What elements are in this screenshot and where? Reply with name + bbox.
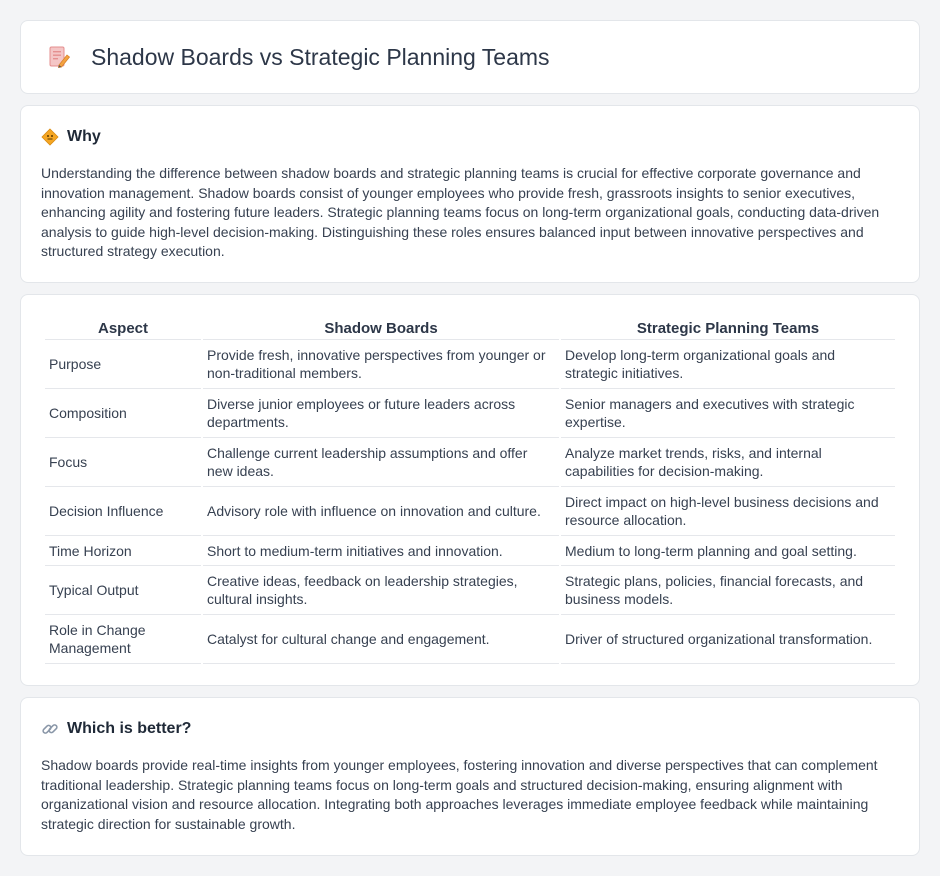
which-text: Shadow boards provide real-time insights from younger employees, fostering innovation and diverse perspectives that can complement traditional leadership. Strategic planning teams focus on long-term goals and structured decision-making, ensuring alignment with organizational vision and resource allocation. Integrating both approaches leverages immediate employee feedback while maintaining strategic direction for sustainable growth. [41, 757, 878, 832]
table-header-row [45, 317, 895, 340]
which-section [20, 697, 920, 856]
cell-aspect: Decision Influence [45, 487, 201, 536]
cell-aspect: Composition [45, 389, 201, 438]
cell-aspect: Time Horizon [45, 536, 201, 566]
why-title: Why [67, 128, 101, 145]
table-row [45, 615, 895, 664]
cell-strategic: Senior managers and executives with strategic expertise. [561, 389, 895, 438]
header-aspect: Aspect [45, 317, 201, 340]
cell-shadow: Provide fresh, innovative perspectives from younger or non-traditional members. [203, 340, 559, 389]
cell-shadow: Catalyst for cultural change and engagement. [203, 615, 559, 664]
why-section [20, 105, 920, 283]
cell-strategic: Medium to long-term planning and goal setting. [561, 536, 895, 566]
cell-shadow: Creative ideas, feedback on leadership strategies, cultural insights. [203, 566, 559, 615]
link-icon [41, 720, 59, 738]
table-row [45, 438, 895, 487]
why-text: Understanding the difference between shadow boards and strategic planning teams is crucial for effective corporate governance and innovation management. Shadow boards consist of younger employees who provide fresh, grassroots insights to senior executives, enhancing agility and fostering future leaders. Strategic planning teams focus on long-term organizational goals, conducting data-driven analysis to guide high-level decision-making. Distinguishing these roles ensures balanced input between innovative perspectives and structured strategy execution. [41, 165, 880, 259]
cell-aspect: Focus [45, 438, 201, 487]
table-row [45, 536, 895, 566]
comparison-table [43, 317, 897, 664]
which-title: Which is better? [67, 720, 192, 737]
cell-strategic: Analyze market trends, risks, and internal capabilities for decision-making. [561, 438, 895, 487]
cell-strategic: Strategic plans, policies, financial forecasts, and business models. [561, 566, 895, 615]
header-shadow-boards: Shadow Boards [203, 317, 559, 340]
table-row [45, 566, 895, 615]
cell-aspect: Purpose [45, 340, 201, 389]
cell-shadow: Diverse junior employees or future leaders across departments. [203, 389, 559, 438]
cell-shadow: Challenge current leadership assumptions and offer new ideas. [203, 438, 559, 487]
cell-aspect: Typical Output [45, 566, 201, 615]
which-header [41, 720, 899, 738]
header-strategic-planning-teams: Strategic Planning Teams [561, 317, 895, 340]
cell-strategic: Develop long-term organizational goals and strategic initiatives. [561, 340, 895, 389]
page-title: Shadow Boards vs Strategic Planning Teams [91, 43, 550, 70]
diamond-icon [41, 128, 59, 146]
cell-strategic: Direct impact on high-level business decisions and resource allocation. [561, 487, 895, 536]
comparison-section [20, 294, 920, 686]
title-card [20, 20, 920, 94]
why-header [41, 128, 899, 146]
cell-aspect: Role in Change Management [45, 615, 201, 664]
cell-shadow: Advisory role with influence on innovation and culture. [203, 487, 559, 536]
table-row [45, 389, 895, 438]
document-pencil-icon [47, 45, 71, 69]
cell-shadow: Short to medium-term initiatives and innovation. [203, 536, 559, 566]
cell-strategic: Driver of structured organizational transformation. [561, 615, 895, 664]
table-row [45, 487, 895, 536]
table-row [45, 340, 895, 389]
